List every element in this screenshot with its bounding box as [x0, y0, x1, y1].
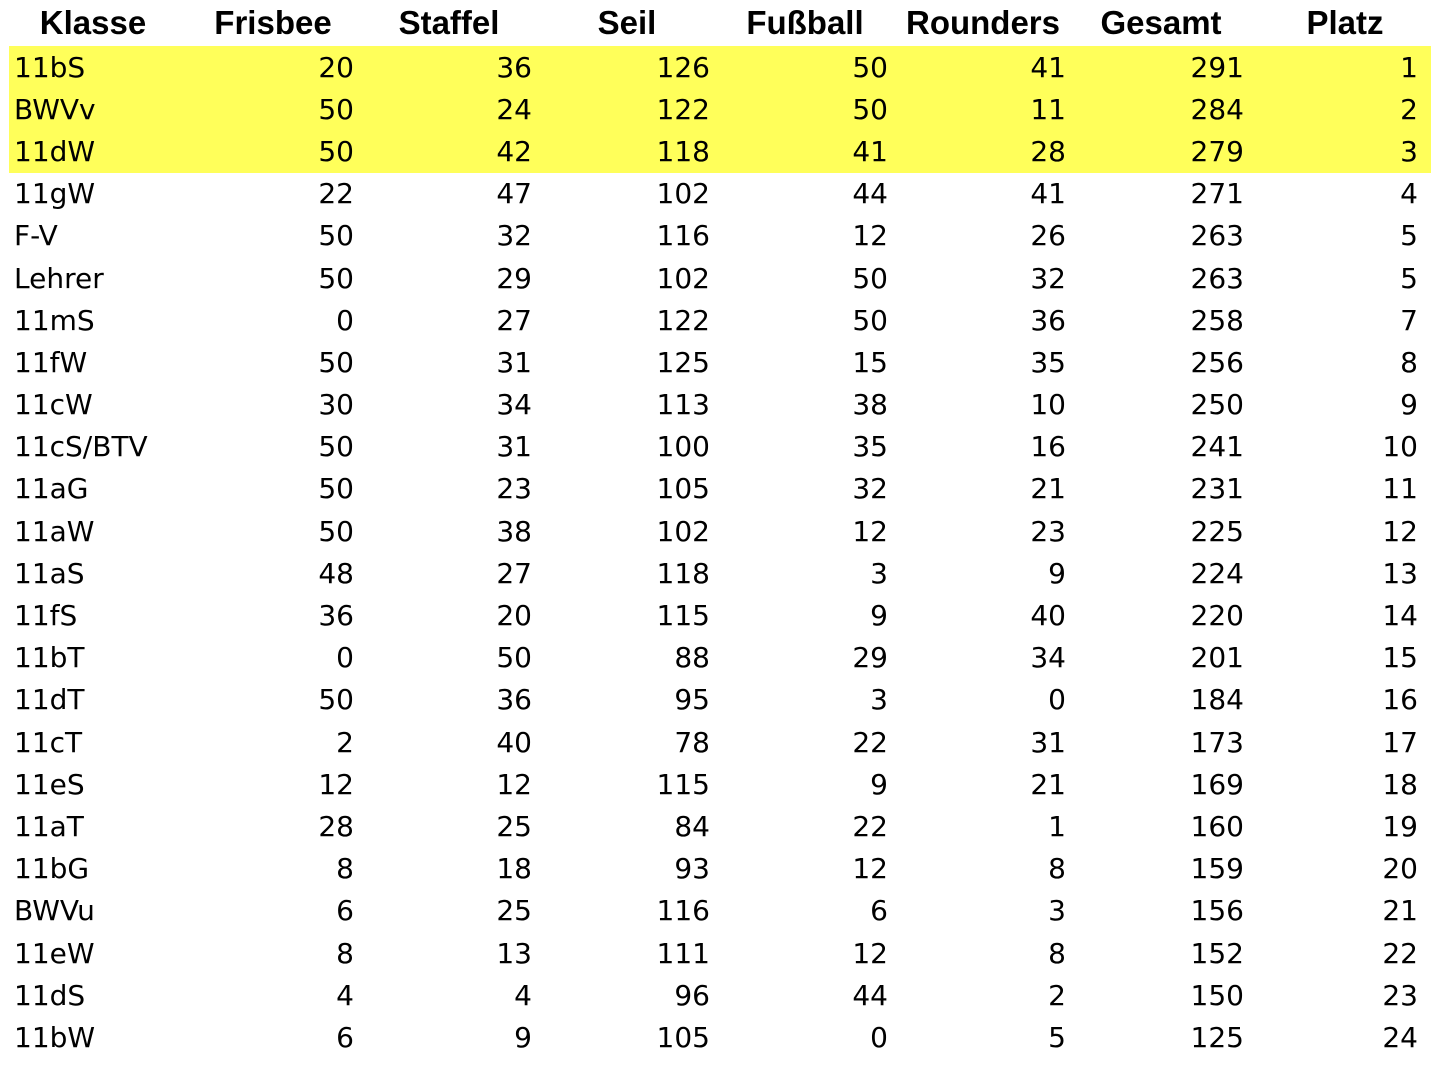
cell-seil: 122 — [656, 303, 710, 337]
cell-gesamt: 152 — [1190, 936, 1244, 970]
table-row — [0, 594, 1440, 636]
cell-frisbee: 2 — [336, 725, 354, 759]
cell-gesamt: 184 — [1190, 683, 1244, 717]
cell-gesamt: 169 — [1190, 767, 1244, 801]
cell-rounders: 11 — [894, 88, 1072, 130]
cell-gesamt: 150 — [1190, 978, 1244, 1012]
cell-seil: 100 — [656, 430, 710, 464]
cell-frisbee: 0 — [336, 303, 354, 337]
cell-rounders: 31 — [1030, 725, 1066, 759]
cell-rounders: 40 — [1030, 599, 1066, 633]
cell-klasse: 11bG — [14, 852, 90, 886]
cell-klasse: 11bW — [14, 1020, 96, 1054]
cell-staffel: 29 — [496, 261, 532, 295]
table-row — [0, 932, 1440, 974]
cell-klasse: 11aG — [14, 472, 89, 506]
cell-klasse: 11fS — [14, 599, 78, 633]
cell-staffel: 12 — [496, 767, 532, 801]
header-klasse: Klasse — [39, 4, 147, 41]
cell-rounders: 8 — [1048, 936, 1066, 970]
cell-fussball: 12 — [852, 219, 888, 253]
cell-platz: 12 — [1382, 514, 1418, 548]
cell-fussball: 44 — [852, 978, 888, 1012]
header-frisbee: Frisbee — [214, 4, 332, 41]
cell-platz: 8 — [1400, 345, 1418, 379]
cell-platz: 7 — [1400, 303, 1418, 337]
cell-gesamt: 241 — [1190, 430, 1244, 464]
table-body — [0, 46, 1440, 1059]
cell-frisbee: 8 — [336, 852, 354, 886]
cell-rounders: 36 — [1030, 303, 1066, 337]
cell-gesamt: 256 — [1190, 345, 1244, 379]
cell-klasse: BWVv — [0, 88, 186, 130]
cell-frisbee: 50 — [318, 472, 354, 506]
cell-staffel: 4 — [514, 978, 532, 1012]
cell-frisbee: 8 — [336, 936, 354, 970]
table-row — [0, 1016, 1440, 1058]
cell-gesamt: 225 — [1190, 514, 1244, 548]
cell-klasse: 11bS — [0, 46, 186, 88]
cell-gesamt: 160 — [1190, 809, 1244, 843]
cell-klasse: 11cS/BTV — [14, 430, 148, 464]
cell-seil: 102 — [656, 177, 710, 211]
cell-gesamt: 263 — [1190, 261, 1244, 295]
cell-fussball: 9 — [870, 767, 888, 801]
table-row — [0, 215, 1440, 257]
cell-seil: 84 — [674, 809, 710, 843]
cell-rounders: 2 — [1048, 978, 1066, 1012]
table-row — [0, 46, 1440, 88]
table-row — [0, 721, 1440, 763]
cell-staffel: 31 — [496, 345, 532, 379]
cell-frisbee: 28 — [318, 809, 354, 843]
table-row — [0, 805, 1440, 847]
cell-rounders: 21 — [1030, 472, 1066, 506]
cell-seil: 78 — [674, 725, 710, 759]
cell-platz: 11 — [1382, 472, 1418, 506]
cell-platz: 21 — [1382, 894, 1418, 928]
cell-klasse: BWVu — [14, 894, 95, 928]
cell-platz: 9 — [1400, 388, 1418, 422]
cell-platz: 10 — [1382, 430, 1418, 464]
cell-seil: 96 — [674, 978, 710, 1012]
cell-staffel: 38 — [496, 514, 532, 548]
cell-staffel: 27 — [496, 303, 532, 337]
cell-seil: 125 — [656, 345, 710, 379]
cell-rounders: 23 — [1030, 514, 1066, 548]
cell-staffel: 13 — [496, 936, 532, 970]
cell-frisbee: 0 — [336, 641, 354, 675]
cell-rounders: 8 — [1048, 852, 1066, 886]
cell-rounders: 0 — [1048, 683, 1066, 717]
cell-fussball: 3 — [870, 683, 888, 717]
cell-seil: 116 — [656, 894, 710, 928]
cell-seil: 93 — [674, 852, 710, 886]
header-gesamt: Gesamt — [1100, 4, 1222, 41]
cell-staffel: 25 — [496, 894, 532, 928]
cell-platz: 13 — [1382, 556, 1418, 590]
cell-seil: 118 — [538, 130, 716, 172]
cell-fussball: 12 — [852, 514, 888, 548]
cell-klasse: 11mS — [14, 303, 95, 337]
cell-rounders: 21 — [1030, 767, 1066, 801]
cell-staffel: 25 — [496, 809, 532, 843]
cell-fussball: 35 — [852, 430, 888, 464]
cell-seil: 105 — [656, 472, 710, 506]
cell-seil: 115 — [656, 599, 710, 633]
cell-fussball: 50 — [852, 303, 888, 337]
cell-klasse: 11aS — [14, 556, 85, 590]
cell-klasse: Lehrer — [14, 261, 104, 295]
cell-gesamt: 250 — [1190, 388, 1244, 422]
cell-frisbee: 4 — [336, 978, 354, 1012]
cell-platz: 14 — [1382, 599, 1418, 633]
table-row — [0, 341, 1440, 383]
cell-platz: 17 — [1382, 725, 1418, 759]
cell-staffel: 24 — [360, 88, 538, 130]
cell-rounders: 16 — [1030, 430, 1066, 464]
cell-klasse: 11gW — [14, 177, 96, 211]
cell-klasse: 11dS — [14, 978, 86, 1012]
cell-klasse: 11aW — [14, 514, 95, 548]
table-row — [0, 679, 1440, 721]
cell-frisbee: 22 — [318, 177, 354, 211]
table-row — [0, 88, 1440, 130]
cell-rounders: 5 — [1048, 1020, 1066, 1054]
cell-fussball: 44 — [852, 177, 888, 211]
table-row — [0, 763, 1440, 805]
cell-gesamt: 159 — [1190, 852, 1244, 886]
cell-rounders: 3 — [1048, 894, 1066, 928]
cell-gesamt: 231 — [1190, 472, 1244, 506]
cell-fussball: 22 — [852, 725, 888, 759]
header-rounders: Rounders — [905, 4, 1060, 41]
header-row — [0, 0, 1440, 46]
table-row — [0, 299, 1440, 341]
cell-gesamt: 284 — [1072, 88, 1250, 130]
cell-platz: 24 — [1382, 1020, 1418, 1054]
cell-staffel: 42 — [360, 130, 538, 172]
cell-staffel: 40 — [496, 725, 532, 759]
cell-staffel: 20 — [496, 599, 532, 633]
cell-frisbee: 50 — [318, 261, 354, 295]
cell-frisbee: 36 — [318, 599, 354, 633]
cell-gesamt: 173 — [1190, 725, 1244, 759]
table-row — [0, 637, 1440, 679]
cell-gesamt: 156 — [1190, 894, 1244, 928]
table-row — [0, 426, 1440, 468]
table-row — [0, 384, 1440, 426]
cell-klasse: F-V — [14, 219, 58, 253]
cell-seil: 116 — [656, 219, 710, 253]
cell-seil: 113 — [656, 388, 710, 422]
cell-gesamt: 220 — [1190, 599, 1244, 633]
cell-staffel: 50 — [496, 641, 532, 675]
cell-staffel: 47 — [496, 177, 532, 211]
cell-frisbee: 6 — [336, 894, 354, 928]
table-row — [0, 890, 1440, 932]
table-row — [0, 173, 1440, 215]
cell-staffel: 9 — [514, 1020, 532, 1054]
cell-frisbee: 6 — [336, 1020, 354, 1054]
cell-seil: 102 — [656, 514, 710, 548]
cell-staffel: 31 — [496, 430, 532, 464]
cell-seil: 115 — [656, 767, 710, 801]
cell-platz: 1 — [1250, 46, 1440, 88]
cell-fussball: 0 — [870, 1020, 888, 1054]
cell-frisbee: 50 — [186, 130, 360, 172]
cell-staffel: 36 — [360, 46, 538, 88]
cell-seil: 88 — [674, 641, 710, 675]
cell-fussball: 3 — [870, 556, 888, 590]
cell-staffel: 23 — [496, 472, 532, 506]
cell-gesamt: 279 — [1072, 130, 1250, 172]
table-row — [0, 257, 1440, 299]
cell-platz: 23 — [1382, 978, 1418, 1012]
cell-fussball: 50 — [716, 88, 894, 130]
cell-platz: 18 — [1382, 767, 1418, 801]
cell-fussball: 22 — [852, 809, 888, 843]
cell-frisbee: 30 — [318, 388, 354, 422]
cell-gesamt: 258 — [1190, 303, 1244, 337]
header-platz: Platz — [1306, 4, 1384, 41]
cell-platz: 5 — [1400, 261, 1418, 295]
cell-frisbee: 20 — [186, 46, 360, 88]
header-fussball: Fußball — [746, 4, 864, 41]
cell-fussball: 50 — [716, 46, 894, 88]
cell-staffel: 27 — [496, 556, 532, 590]
cell-klasse: 11cW — [14, 388, 93, 422]
cell-fussball: 32 — [852, 472, 888, 506]
cell-gesamt: 263 — [1190, 219, 1244, 253]
cell-platz: 4 — [1400, 177, 1418, 211]
cell-seil: 105 — [656, 1020, 710, 1054]
cell-frisbee: 50 — [318, 219, 354, 253]
cell-klasse: 11dW — [0, 130, 186, 172]
cell-rounders: 28 — [894, 130, 1072, 172]
cell-staffel: 36 — [496, 683, 532, 717]
cell-platz: 16 — [1382, 683, 1418, 717]
cell-rounders: 41 — [1030, 177, 1066, 211]
cell-frisbee: 12 — [318, 767, 354, 801]
table-row — [0, 552, 1440, 594]
cell-fussball: 12 — [852, 936, 888, 970]
table-row — [0, 130, 1440, 172]
header-seil: Seil — [597, 4, 657, 41]
cell-gesamt: 291 — [1072, 46, 1250, 88]
cell-seil: 111 — [656, 936, 710, 970]
cell-seil: 95 — [674, 683, 710, 717]
cell-rounders: 9 — [1048, 556, 1066, 590]
cell-klasse: 11eS — [14, 767, 85, 801]
cell-fussball: 41 — [716, 130, 894, 172]
cell-klasse: 11fW — [14, 345, 88, 379]
cell-klasse: 11bT — [14, 641, 85, 675]
cell-gesamt: 201 — [1190, 641, 1244, 675]
cell-platz: 5 — [1400, 219, 1418, 253]
cell-gesamt: 125 — [1190, 1020, 1244, 1054]
table-row — [0, 510, 1440, 552]
header-staffel: Staffel — [398, 4, 500, 41]
cell-gesamt: 271 — [1190, 177, 1244, 211]
cell-platz: 3 — [1250, 130, 1440, 172]
cell-frisbee: 50 — [318, 345, 354, 379]
cell-seil: 118 — [656, 556, 710, 590]
cell-klasse: 11cT — [14, 725, 83, 759]
table-header — [0, 0, 1440, 46]
cell-rounders: 10 — [1030, 388, 1066, 422]
cell-klasse: 11aT — [14, 809, 84, 843]
cell-frisbee: 50 — [318, 514, 354, 548]
cell-fussball: 6 — [870, 894, 888, 928]
cell-fussball: 15 — [852, 345, 888, 379]
cell-rounders: 26 — [1030, 219, 1066, 253]
cell-platz: 20 — [1382, 852, 1418, 886]
cell-klasse: 11eW — [14, 936, 95, 970]
cell-rounders: 1 — [1048, 809, 1066, 843]
cell-fussball: 50 — [852, 261, 888, 295]
cell-frisbee: 50 — [318, 683, 354, 717]
cell-rounders: 41 — [894, 46, 1072, 88]
table-row — [0, 468, 1440, 510]
cell-fussball: 9 — [870, 599, 888, 633]
table-row — [0, 974, 1440, 1016]
cell-seil: 102 — [656, 261, 710, 295]
table-row — [0, 848, 1440, 890]
cell-rounders: 34 — [1030, 641, 1066, 675]
cell-platz: 2 — [1250, 88, 1440, 130]
cell-staffel: 18 — [496, 852, 532, 886]
cell-seil: 126 — [538, 46, 716, 88]
cell-rounders: 35 — [1030, 345, 1066, 379]
cell-rounders: 32 — [1030, 261, 1066, 295]
cell-klasse: 11dT — [14, 683, 85, 717]
cell-platz: 22 — [1382, 936, 1418, 970]
cell-staffel: 32 — [496, 219, 532, 253]
cell-frisbee: 48 — [318, 556, 354, 590]
cell-platz: 19 — [1382, 809, 1418, 843]
cell-fussball: 12 — [852, 852, 888, 886]
cell-fussball: 38 — [852, 388, 888, 422]
cell-platz: 15 — [1382, 641, 1418, 675]
cell-frisbee: 50 — [318, 430, 354, 464]
cell-fussball: 29 — [852, 641, 888, 675]
cell-gesamt: 224 — [1190, 556, 1244, 590]
cell-frisbee: 50 — [186, 88, 360, 130]
cell-seil: 122 — [538, 88, 716, 130]
cell-staffel: 34 — [496, 388, 532, 422]
